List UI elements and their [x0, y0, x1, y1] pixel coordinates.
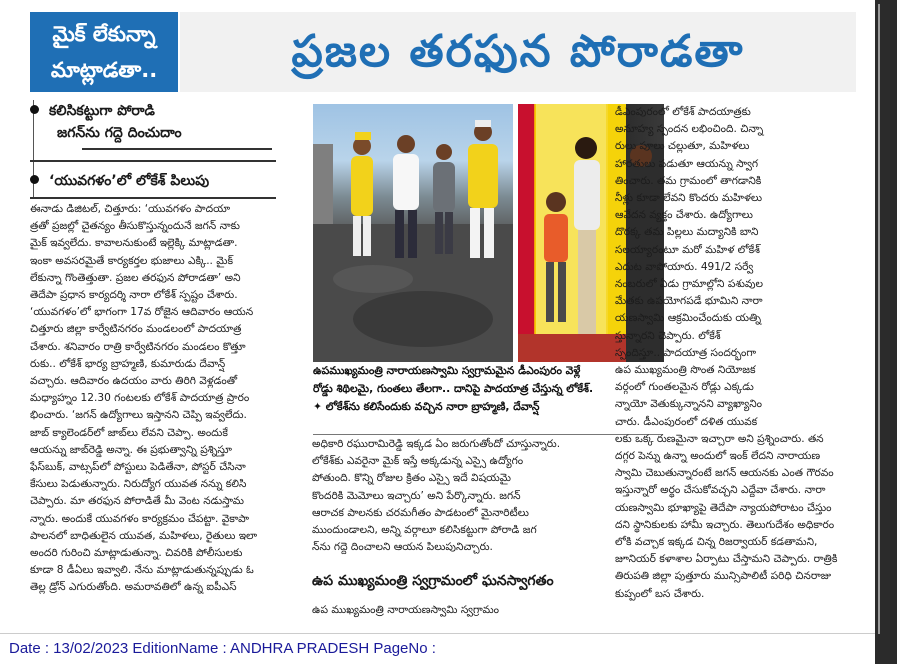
body-left-line: రుకు.. లోకేశ్ భార్య బ్రాహ్మణి, కుమారుడు దేవాన్ష్ [30, 357, 226, 370]
body-left-line: న్నారు. అందుకే యువగళం కార్యక్రమం చేపట్టా. వైకాపా [30, 512, 250, 525]
body-column-middle [312, 436, 612, 556]
body-right-line: కుప్పంలో బస చేశారు. [615, 587, 705, 600]
body-right-line: యణస్వామి ఆక్రమించేందుకు యత్ని [615, 312, 761, 325]
body-middle-line: ఆరాచక పాలనకు చరమగీతం పాడటంలో మైనారిటీలు [312, 506, 529, 519]
deck-bullet-1-cont [57, 122, 307, 144]
body-middle-line: లోకేశ్‌కు ఎవరైనా మైక్ ఇస్తే అక్కడున్న ఎస్సై ఉద్యోగం [312, 455, 524, 468]
body-right-line: వర్గంలో గుంతలమైన రోడ్లు ఎక్కడు [615, 381, 754, 394]
body-left-line: లేకున్నా గొంతెత్తుతా. ప్రజల తరఫున పోరాడతా’ అని [30, 271, 241, 284]
body-right-line: అనూహ్య స్పందన లభించింది. చిన్నా [615, 123, 764, 136]
deck-divider [82, 148, 272, 150]
star-icon: ✦ [313, 400, 323, 413]
body-right-line: ఎదుట వాపోయారు. 491/2 సర్వే [615, 260, 754, 273]
caption-divider [313, 434, 663, 435]
caption-line-2: రోడ్డు శిథిలమై, గుంతలు తేలగా.. దానిపై పాదయాత్ర చేస్తున్న లోకేశ్. [313, 382, 594, 395]
body-left-line: పాలనలో బాధితులైన యువత, మహిళలు, రైతులు ఇలా [30, 529, 258, 542]
body-left-line: ఆయన్ను జాబ్‌రెడ్డి అన్నా. ఈ ప్రభుత్వాన్ని ప్రశ్నిస్తూ [30, 443, 232, 456]
deck-bullet-2 [30, 170, 280, 192]
body-left-line: కూడా 8 డీఏలు ఇవ్వాలి. నేను మాట్లాడుతున్నప్పుడు ఓ [30, 564, 254, 577]
bullet-dot-icon [30, 105, 39, 114]
body-right-line: డీఎంపురంలో లోకేశ్ పాదయాత్రకు [615, 106, 751, 118]
photo-padayatra-road [313, 104, 513, 362]
body-left-line: వచ్చారు. ఆదివారం ఉదయం వారు తిరిగి వెళ్లడంతో [30, 375, 238, 388]
sub-headline: ఉప ముఖ్యమంత్రి స్వగ్రామంలో ఘనస్వాగతం [312, 573, 554, 589]
body-left-line: ఫేస్‌బుక్, వాట్సప్‌లో పోస్టులు పెడితేనా, పోస్టర్ చేసినా [30, 461, 246, 474]
body-right-line: స్తున్నారని చెప్పారు. లోకేశ్ [615, 329, 721, 342]
body-right-line: తిరుపతి జిల్లా పుత్తూరు మున్సిపాలిటీ పరిధి చినరాజు [615, 570, 832, 583]
body-right-line: తించారు. తమ గ్రామంలో తాగడానికి [615, 174, 762, 187]
body-left-line: తెదేపా ప్రధాన కార్యదర్శి నారా లోకేశ్ స్పష్టం చేశారు. [30, 289, 238, 302]
body-right-line: స్పందిస్తూ.. పాదయాత్ర సందర్భంగా [615, 346, 757, 359]
kicker-box [30, 12, 178, 92]
deck-bullet-1 [30, 100, 280, 122]
edition-footer: Date : 13/02/2023 EditionName : ANDHRA PRADESH PageNo : [0, 634, 875, 664]
body-right-line: ఉప ముఖ్యమంత్రి సొంత నియోజక [615, 364, 756, 377]
body-right-line: హారతులు పడుతూ ఆయన్ను స్వాగ [615, 157, 759, 170]
body-left-line: చెప్పారు. మా తరఫున పోరాడితే మీ వెంట నడుస్తామ [30, 495, 244, 508]
body-right-line: ఇస్తున్నారో అర్థం చేసుకోవచ్చని ఎద్దేవా చేశారు. నారా [615, 484, 826, 497]
kicker-line-2: మాట్లాడతా.. [50, 58, 158, 82]
body-left-line: భించారు. ‘జగన్ ఉద్యోగాలు ఇస్తానని చెప్పి ఇవ్వలేదు. [30, 409, 247, 422]
body-right-line: సలయ్యారంటూ మరో మహిళ లోకేశ్ [615, 243, 760, 256]
body-left-line: చేశారు. శనివారం రాత్రి కార్వేటినగరం మండలం కొత్తూ [30, 340, 246, 353]
body-right-line: చారు. డీఎంపురంలో దళిత యువక [615, 415, 758, 428]
body-column-left [30, 201, 307, 597]
body-right-line: దని స్థానికులకు హామీ ఇచ్చారు. తెలుగుదేశం అధికారం [615, 518, 835, 531]
body-left-line: ఈనాడు డిజిటల్, చిత్తూరు: ‘యువగళం పాదయా [30, 203, 231, 215]
sub-headline-body: ఉప ముఖ్యమంత్రి నారాయణస్వామి స్వగ్రామం [312, 604, 500, 616]
deck-text: జగన్‌ను గద్దె దించుదాం [57, 125, 182, 141]
body-left-line: ఇంకా అవసరమైతే కార్యకర్తల భుజాలు ఎక్కి.. మైక్ [30, 254, 234, 267]
body-right-line: జూనియర్ కళాశాల ఏర్పాటు చేస్తామని చెప్పారు. రాత్రికి [615, 553, 838, 566]
body-right-line: నంబరులో ఏడు గ్రామాల్లోని పశువుల [615, 278, 763, 291]
body-left-line: జాబ్ క్యాలెండర్‌లో జాబ్‌లు లేవని చెప్పా. అందుకే [30, 426, 228, 439]
kicker-line-1: మైక్ లేకున్నా [52, 22, 156, 46]
body-middle-line: అధికారి రఘురామిరెడ్డి ఇక్కడ ఏం జరుగుతోందో చూస్తున్నారు. [312, 438, 561, 450]
body-right-line: దగ్గర పెన్ను ఉన్నా అందులో ఇంక్ లేదని నారాయణ [615, 450, 821, 463]
body-left-line: మధ్యాహ్నం 12.30 గంటలకు లోకేశ్ పాదయాత్ర ప్రారం [30, 392, 250, 405]
body-right-line: లకు ఒక్క రుణమైనా ఇచ్చారా అని ప్రశ్నించారు. తన [615, 432, 824, 445]
body-right-line: లోకి వచ్చాక ఇక్కడ చిన్న రిజర్వాయర్ కడతామని, [615, 536, 818, 549]
body-middle-line: ముందుండాలని, అన్ని వర్గాలూ కలిసికట్టుగా పోరాడి జగ [312, 524, 537, 537]
body-right-line: స్వామి చెబుతున్నారంటే జగన్ ఆయనకు ఎంత గౌరవం [615, 467, 834, 480]
body-right-line: మేతకు ఉపయోగపడే భూమిని నారా [615, 295, 763, 308]
frame-scroll-track [878, 4, 880, 634]
body-right-line: రులు పూలు చల్లుతూ, మహిళలు [615, 140, 750, 153]
headline: ప్రజల తరఫున పోరాడతా [180, 12, 856, 92]
body-middle-line: కొందరికి మెమోలు ఇచ్చారు’ అని పేర్కొన్నారు. జగన్ [312, 489, 521, 502]
caption-line-1: ఉపముఖ్యమంత్రి నారాయణస్వామి స్వగ్రామమైన డీఎంపురం వెళ్లే [313, 364, 581, 377]
photo-caption [313, 362, 663, 434]
body-left-line: తెల్ల డ్రోన్ ఎగురుతోంది. అమరావతిలో ఉన్న ఐపీఎస్ [30, 581, 237, 594]
body-left-line: ‘యువగళం’లో భాగంగా 17వ రోజైన ఆదివారం ఆయన [30, 306, 254, 319]
body-middle-line: న్‌ను గద్దె దించాలని ఆయన పిలుపునిచ్చారు. [312, 541, 493, 554]
caption-line-3 [313, 398, 663, 416]
bullet-dot-icon [30, 175, 39, 184]
deck-divider [30, 160, 276, 162]
body-left-line: మైక్ ఇవ్వలేదు. కావాలనుకుంటే ఇల్లెక్కి మాట్లాడతా. [30, 237, 238, 250]
deck-text: కలిసికట్టుగా పోరాడి [49, 103, 155, 119]
deck-divider [30, 197, 276, 199]
body-right-line: న్నాయో వెతుక్కున్నానని వ్యాఖ్యానిం [615, 398, 763, 411]
body-left-line: కేసులు పెడుతున్నారు. నిరుద్యోగ యువత నన్ను కలిసి [30, 478, 247, 491]
caption-text: లోకేశ్‌ను కలిసేందుకు వచ్చిన నారా బ్రాహ్మణి, దేవాన్ష్ [325, 400, 540, 413]
body-column-right [615, 104, 861, 603]
body-left-line: చిత్తూరు జిల్లా కార్వేటినగరం మండలంలో పాదయాత్ర [30, 323, 242, 336]
body-left-line: త్రతో ప్రజల్లో చైతన్యం తీసుకొస్తున్నందునే జగన్ నాకు [30, 220, 240, 233]
body-right-line: నీళ్లు కూడా లేవని కొందరు మహిళలు [615, 192, 763, 205]
body-right-line: యణస్వామి భూఖ్యాపై తెదేపా న్యాయపోరాటం చేస్తుం [615, 501, 832, 514]
deck-text: ‘యువగళం’లో లోకేశ్ పిలుపు [49, 173, 210, 189]
body-middle-line: పోతుంది. కొన్ని రోజుల క్రితం ఎస్సై ఇదే విషయమై [312, 472, 511, 485]
body-right-line: ఆవేదన వ్యక్తం చేశారు. ఉద్యోగాలు [615, 209, 753, 222]
body-right-line: దొరక్క తమ పిల్లలు మద్యానికి బాని [615, 226, 759, 239]
body-left-line: అందరి గురించి మాట్లాడుతున్నా. చివరికి పోలీసులకు [30, 547, 243, 560]
photo-illustration [313, 104, 513, 362]
